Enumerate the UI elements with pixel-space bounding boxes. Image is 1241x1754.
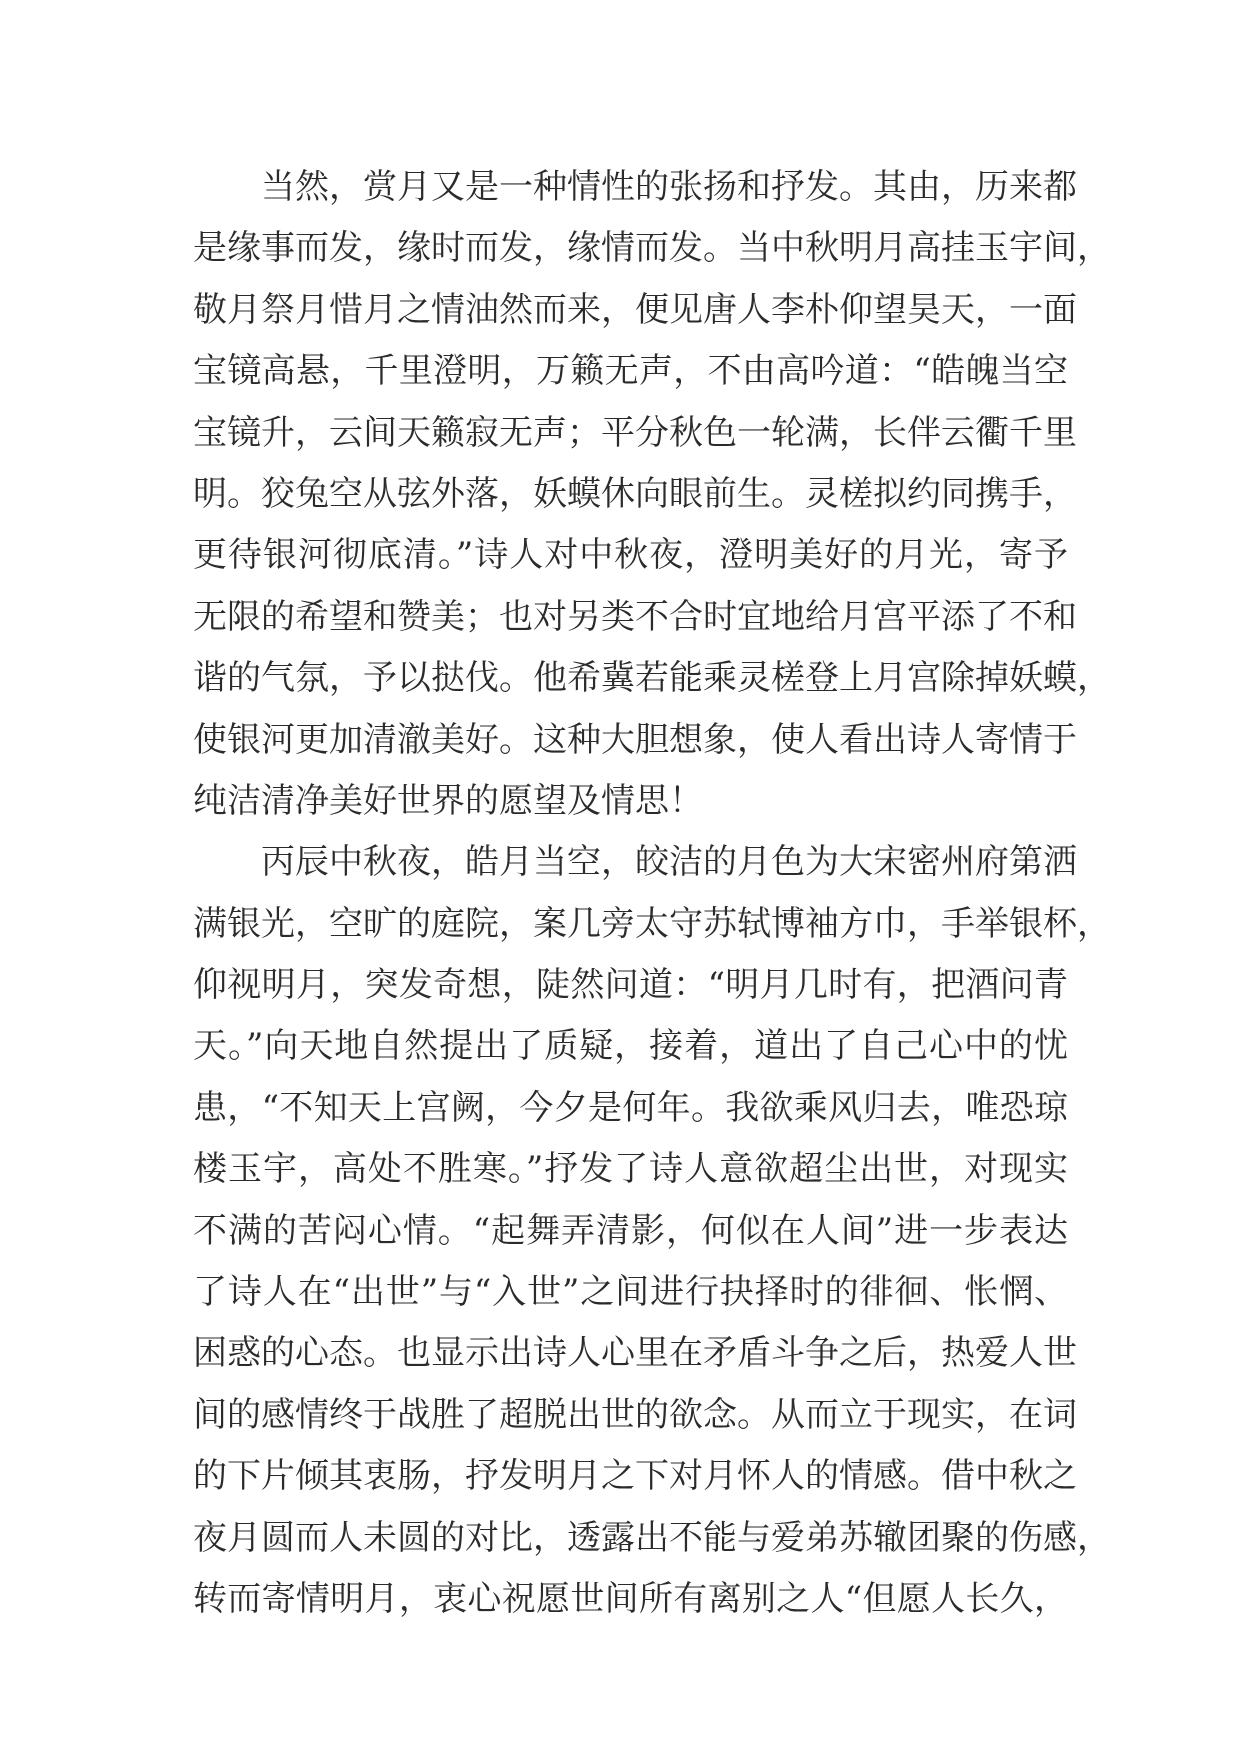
text-line: 纯洁清净美好世界的愿望及情思！	[193, 780, 703, 821]
text-line: 敬月祭月惜月之情油然而来，便见唐人李朴仰望昊天，一面	[193, 289, 1077, 330]
text-line: 楼玉宇，高处不胜寒。”抒发了诗人意欲超尘出世，对现实	[193, 1149, 1068, 1190]
text-line: 转而寄情明月，衷心祝愿世间所有离别之人“但愿人长久，	[193, 1578, 1068, 1619]
text-line: 无限的希望和赞美；也对另类不合时宜地给月宫平添了不和	[193, 596, 1077, 637]
text-line: 宝镜高悬，千里澄明，万籁无声，不由高吟道：“皓魄当空	[193, 351, 1068, 392]
text-line: 夜月圆而人未圆的对比，透露出不能与爱弟苏辙团聚的伤感，	[193, 1517, 1111, 1558]
text-line: 丙辰中秋夜，皓月当空，皎洁的月色为大宋密州府第洒	[261, 842, 1077, 883]
text-line: 天。”向天地自然提出了质疑，接着，道出了自己心中的忧	[193, 1026, 1068, 1067]
text-line: 困惑的心态。也显示出诗人心里在矛盾斗争之后，热爱人世	[193, 1333, 1077, 1374]
text-line: 满银光，空旷的庭院，案几旁太守苏轼博袖方巾，手举银杯，	[193, 903, 1111, 944]
paragraph-1	[193, 157, 1111, 832]
paragraph-2	[193, 832, 1111, 1630]
text-line: 间的感情终于战胜了超脱出世的欲念。从而立于现实，在词	[193, 1394, 1077, 1435]
text-line: 当然，赏月又是一种情性的张扬和抒发。其由，历来都	[261, 167, 1077, 207]
text-line: 使银河更加清澈美好。这种大胆想象，使人看出诗人寄情于	[193, 719, 1077, 760]
text-line: 宝镜升，云间天籁寂无声；平分秋色一轮满，长伴云衢千里	[193, 412, 1077, 453]
text-line: 明。狡兔空从弦外落，妖蟆休向眼前生。灵槎拟约同携手，	[193, 473, 1077, 514]
body-text	[193, 157, 1111, 1630]
text-line: 仰视明月，突发奇想，陡然问道：“明月几时有，把酒问青	[193, 965, 1068, 1006]
text-line: 了诗人在“出世”与“入世”之间进行抉择时的徘徊、怅惘、	[193, 1272, 1068, 1313]
text-line: 不满的苦闷心情。“起舞弄清影，何似在人间”进一步表达	[193, 1210, 1068, 1251]
text-line: 患，“不知天上宫阙，今夕是何年。我欲乘风归去，唯恐琼	[193, 1087, 1068, 1128]
text-line: 的下片倾其衷肠，抒发明月之下对月怀人的情感。借中秋之	[193, 1456, 1077, 1497]
text-line: 更待银河彻底清。”诗人对中秋夜，澄明美好的月光，寄予	[193, 535, 1068, 576]
text-line: 谐的气氛，予以挞伐。他希冀若能乘灵槎登上月宫除掉妖蟆，	[193, 658, 1111, 699]
text-line: 是缘事而发，缘时而发，缘情而发。当中秋明月高挂玉宇间，	[193, 228, 1111, 269]
